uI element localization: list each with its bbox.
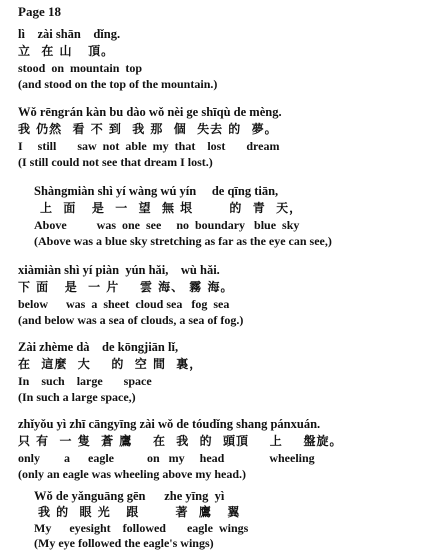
page-number: Page 18 [18, 4, 61, 19]
stanza-2-pinyin: Wǒ rēngrán kàn bu dào wǒ nèi ge shīqù de mèng. [18, 105, 282, 119]
stanza-6-gloss: only a eagle on my head wheeling [18, 451, 315, 465]
stanza-2-translation: (I still could not see that dream I lost.) [18, 155, 213, 169]
stanza-3-gloss: Above was one see no boundary blue sky [34, 218, 300, 232]
stanza-7-pinyin: Wǒ de yǎnguāng gēn zhe yīng yì [34, 489, 225, 503]
stanza-6-chinese: 只 有 一 隻 蒼 鷹 在 我 的 頭頂 上 盤旋。 [18, 434, 343, 448]
stanza-4-gloss: below was a sheet cloud sea fog sea [18, 297, 230, 311]
stanza-1-gloss: stood on mountain top [18, 61, 143, 75]
stanza-4-translation: (and below was a sea of clouds, a sea of fog.) [18, 313, 244, 327]
stanza-1-pinyin: lì zài shān dǐng. [18, 27, 121, 41]
stanza-7-gloss: My eyesight followed eagle wings [34, 521, 249, 535]
stanza-7-chinese: 我 的 眼 光 跟 著 鷹 翼 [38, 505, 241, 519]
stanza-2-gloss: I still saw not able my that lost dream [18, 139, 280, 153]
stanza-5-translation: (In such a large space,) [18, 390, 136, 404]
stanza-5-pinyin: Zài zhème dà de kōngjiān lǐ, [18, 340, 179, 354]
stanza-3-chinese: 上 面 是 一 望 無 垠 的 青 天， [40, 201, 303, 215]
stanza-5-gloss: In such large space [18, 374, 152, 388]
stanza-2-chinese: 我 仍然 看 不 到 我 那 個 失去 的 夢。 [18, 122, 278, 136]
stanza-1-chinese: 立 在 山 頂。 [18, 44, 115, 58]
stanza-3-translation: (Above was a blue sky stretching as far as the eye can see,) [34, 234, 332, 248]
stanza-5-chinese: 在 這麼 大 的 空 間 裏， [18, 357, 203, 371]
stanza-3-pinyin: Shàngmiàn shì yí wàng wú yín de qīng tiān, [34, 184, 279, 198]
stanza-4-pinyin: xiàmiàn shì yí piàn yún hǎi, wù hǎi. [18, 263, 220, 277]
stanza-4-chinese: 下 面 是 一 片 雲 海、 霧 海。 [18, 280, 234, 294]
stanza-1-translation: (and stood on the top of the mountain.) [18, 77, 218, 91]
stanza-6-translation: (only an eagle was wheeling above my head.) [18, 467, 246, 481]
stanza-6-pinyin: zhǐyǒu yì zhī cāngyīng zài wǒ de tóudǐng shang pánxuán. [18, 417, 321, 431]
stanza-7-translation: (My eye followed the eagle's wings) [34, 536, 214, 550]
